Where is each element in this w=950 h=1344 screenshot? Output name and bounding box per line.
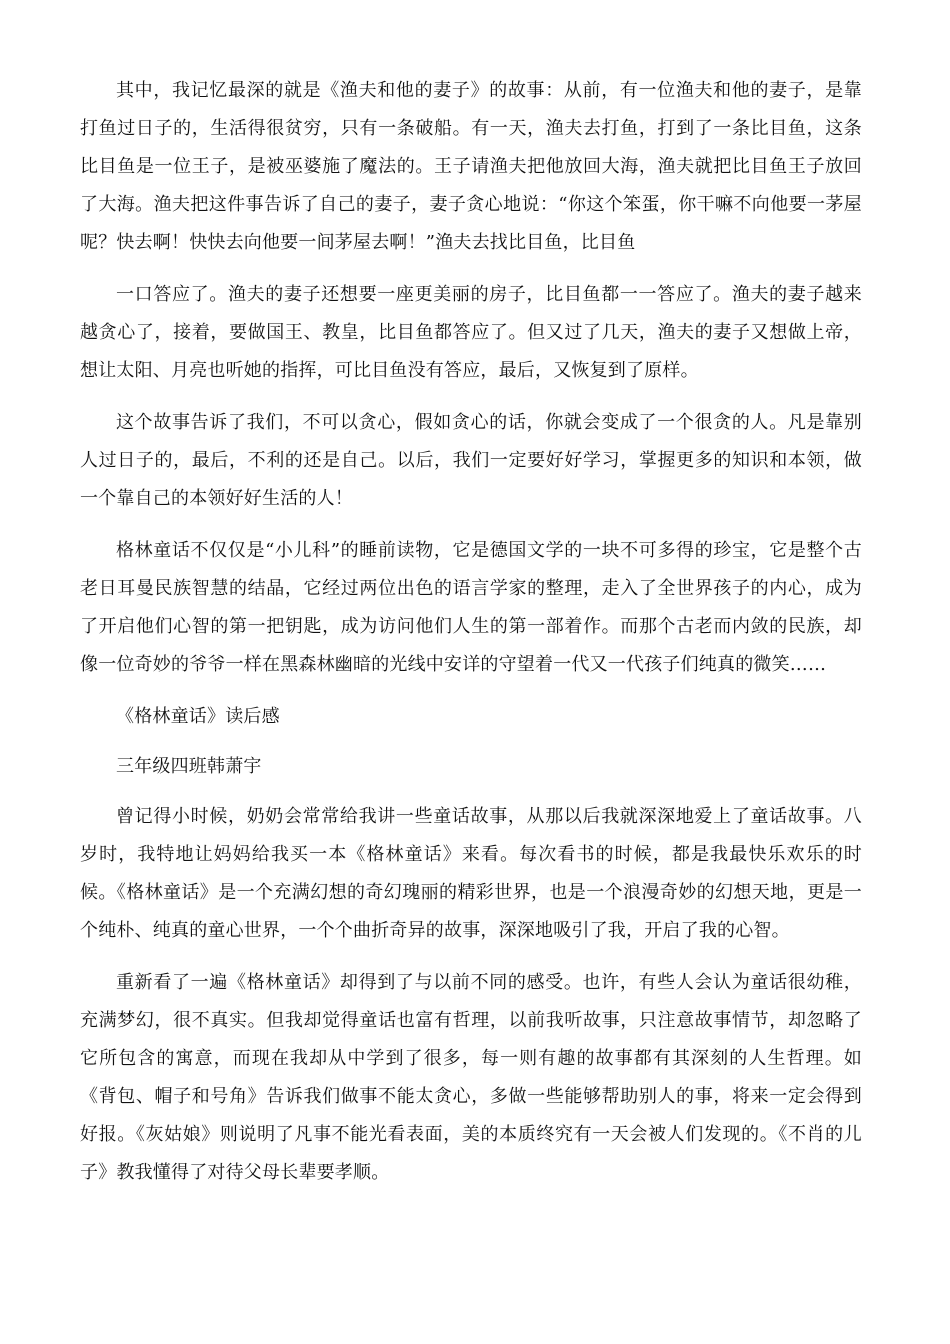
paragraph-fisherman-story: 其中，我记忆最深的就是《渔夫和他的妻子》的故事：从前，有一位渔夫和他的妻子，是靠打鱼过日子的，生活得很贫穷，只有一条破船。有一天，渔夫去打鱼，打到了一条比目鱼，这条比目鱼是一位王子，是被巫婆施了魔法的。王子请渔夫把他放回大海，渔夫就把比目鱼王子放回了大海。渔夫把这件事告诉了自己的妻子，妻子贪心地说：“你这个笨蛋，你干嘛不向他要一茅屋呢？快去啊！快快去向他要一间茅屋去啊！”渔夫去找比目鱼，比目鱼 — [80, 80, 862, 253]
essay-author: 三年级四班韩萧宇 — [116, 756, 262, 777]
paragraph-fisherman-continued: 一口答应了。渔夫的妻子还想要一座更美丽的房子，比目鱼都一一答应了。渔夫的妻子越来越贪心了，接着，要做国王、教皇，比目鱼都答应了。但又过了几天，渔夫的妻子又想做上帝，想让太阳、月亮也听她的指挥，可比目鱼没有答应，最后，又恢复到了原样。 — [80, 284, 862, 381]
paragraph-childhood: 曾记得小时候，奶奶会常常给我讲一些童话故事，从那以后我就深深地爱上了童话故事。八岁时，我特地让妈妈给我买一本《格林童话》来看。每次看书的时候，都是我最快乐欢乐的时候。《格林童话》是一个充满幻想的奇幻瑰丽的精彩世界，也是一个浪漫奇妙的幻想天地，更是一个纯朴、纯真的童心世界，一个个曲折奇异的故事，深深地吸引了我，开启了我的心智。 — [80, 806, 862, 941]
paragraph-rereading: 重新看了一遍《格林童话》却得到了与以前不同的感受。也许，有些人会认为童话很幼稚，充满梦幻，很不真实。但我却觉得童话也富有哲理，以前我听故事，只注意故事情节，却忽略了它所包含的寓意，而现在我却从中学到了很多，每一则有趣的故事都有其深刻的人生哲理。如《背包、帽子和号角》告诉我们做事不能太贪心，多做一些能够帮助别人的事，将来一定会得到好报。《灰姑娘》则说明了凡事不能光看表面，美的本质终究有一天会被人们发现的。《不肖的儿子》教我懂得了对待父母长辈要孝顺。 — [80, 972, 862, 1183]
paragraph-moral: 这个故事告诉了我们，不可以贪心，假如贪心的话，你就会变成了一个很贪的人。凡是靠别人过日子的，最后，不利的还是自己。以后，我们一定要好好学习，掌握更多的知识和本领，做一个靠自己的本领好好生活的人！ — [80, 412, 862, 509]
paragraph-grimm-value: 格林童话不仅仅是“小儿科”的睡前读物，它是德国文学的一块不可多得的珍宝，它是整个古老日耳曼民族智慧的结晶，它经过两位出色的语言学家的整理，走入了全世界孩子的内心，成为了开启他们心智的第一把钥匙，成为访问他们人生的第一部着作。而那个古老而内敛的民族，却像一位奇妙的爷爷一样在黑森林幽暗的光线中安详的守望着一代又一代孩子们纯真的微笑…… — [80, 540, 862, 675]
essay-title: 《格林童话》读后感 — [116, 706, 280, 727]
